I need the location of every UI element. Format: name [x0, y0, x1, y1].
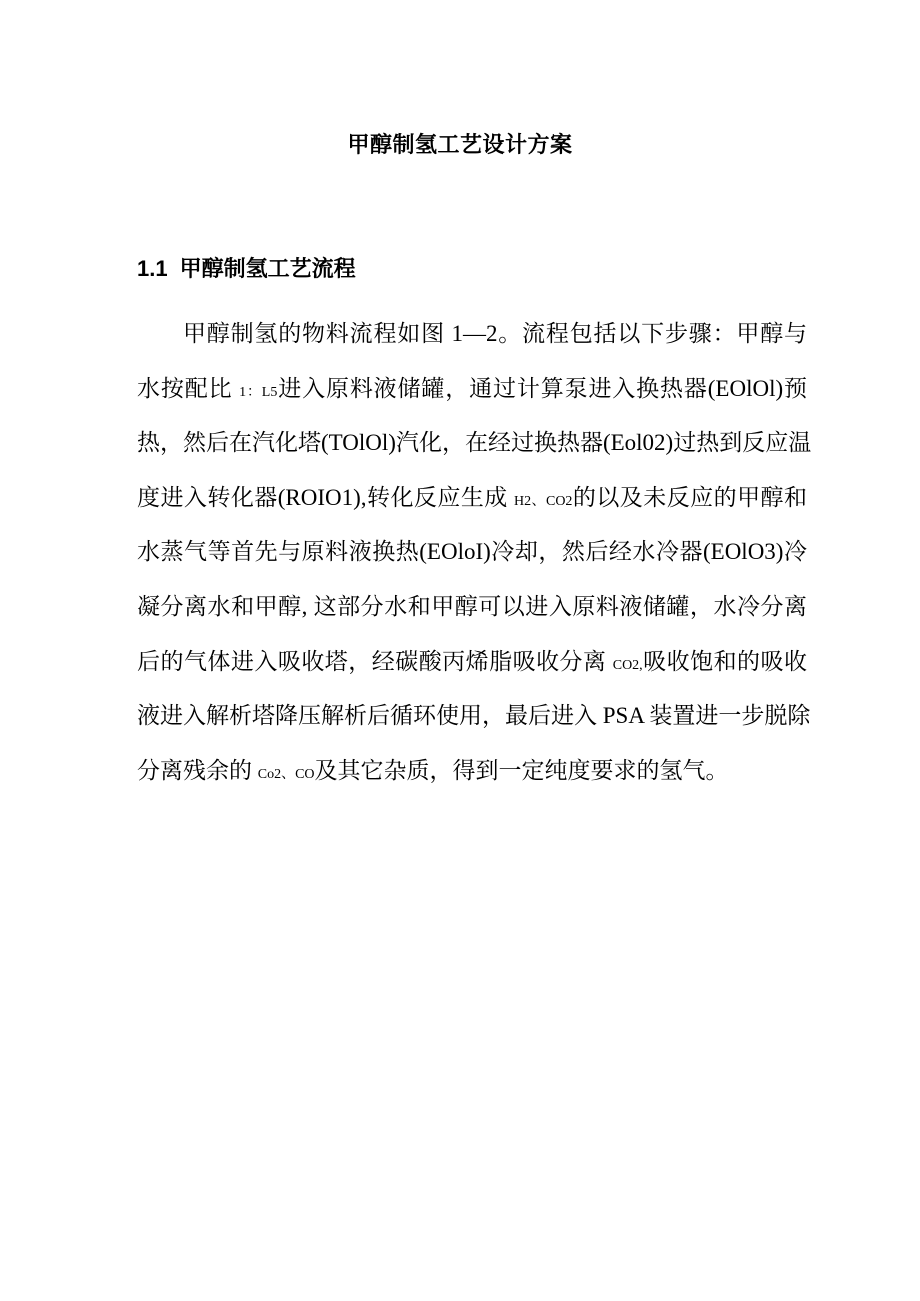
paragraph-text: 度进入转化器(ROIO1),转化反应生成	[137, 484, 514, 510]
paragraph-line	[137, 478, 807, 533]
paragraph-line	[137, 314, 807, 369]
section-number: 1.1	[137, 256, 168, 281]
paragraph-text: 热，然后在汽化塔(TOlOl)汽化，在经过换热器(Eol02)过热到反应温	[137, 430, 812, 456]
paragraph-line	[137, 423, 812, 478]
paragraph-text: 及其它杂质，得到一定纯度要求的氢气。	[314, 757, 729, 783]
inline-formula-text: Co2、CO	[257, 766, 315, 782]
paragraph-text: 分离残余的	[137, 757, 258, 783]
paragraph-text: 进入原料液储罐，通过计算泵进入换热器(EOlOl)预	[277, 375, 807, 401]
body-paragraph	[137, 314, 812, 805]
paragraph-text: 后的气体进入吸收塔，经碳酸丙烯脂吸收分离	[137, 648, 613, 674]
paragraph-line	[137, 532, 807, 587]
inline-formula-text: H2、CO2	[513, 493, 573, 509]
paragraph-text: 液进入解析塔降压解析后循环使用，最后进入 PSA 装置进一步脱除	[137, 703, 811, 729]
paragraph-text: 凝分离水和甲醇, 这部分水和甲醇可以进入原料液储罐，水冷分离	[137, 593, 807, 619]
inline-formula-text: CO2,	[612, 657, 643, 673]
paragraph-text: 吸收饱和的吸收	[642, 648, 808, 674]
paragraph-text: 水按配比	[137, 375, 240, 401]
inline-formula-text: 1：L5	[239, 384, 278, 400]
paragraph-line	[137, 642, 807, 697]
paragraph-text: 水蒸气等首先与原料液换热(EOloI)冷却，然后经水冷器(EOlO3)冷	[137, 539, 807, 565]
section-heading-text: 甲醇制氢工艺流程	[179, 256, 356, 281]
section-heading	[137, 252, 356, 286]
paragraph-line	[137, 587, 807, 642]
paragraph-line	[137, 369, 807, 424]
paragraph-line	[137, 751, 807, 806]
paragraph-text: 甲醇制氢的物料流程如图 1—2。流程包括以下步骤：甲醇与	[183, 321, 807, 346]
document-title: 甲醇制氢工艺设计方案	[347, 132, 573, 158]
paragraph-line	[137, 696, 811, 751]
paragraph-text: 的以及未反应的甲醇和	[572, 484, 808, 510]
